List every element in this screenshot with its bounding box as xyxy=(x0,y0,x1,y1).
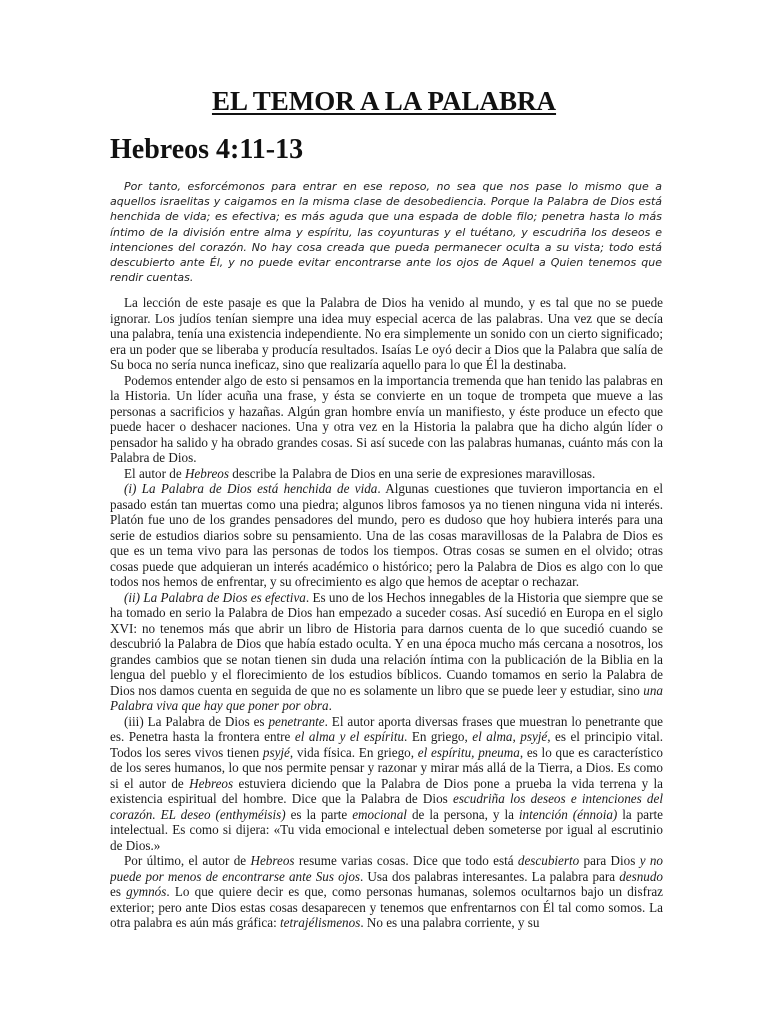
body-paragraph xyxy=(110,481,663,590)
italic-text: Hebreos xyxy=(250,853,295,868)
text-run: , vida física. En griego, xyxy=(289,744,418,760)
italic-text: el alma y el espíritu xyxy=(294,729,405,744)
italic-text: desnudo xyxy=(619,868,663,884)
body-paragraph xyxy=(110,714,663,854)
text-run: . Usa dos palabras interesantes. La palabra para xyxy=(360,868,620,884)
text-run: describe la Palabra de Dios en una serie de expresiones maravillosas. xyxy=(228,465,596,481)
scripture-quote: Por tanto, esforcémonos para entrar en ese reposo, no sea que nos pase lo mismo que a aquellos israelitas y caigamos en la misma clase de desobediencia. Porque la Palabra de Dios está henchida de vida; es efectiva; es más aguda que una espada de doble filo; penetra hasta lo más íntimo de la división entre alma y espíritu, las coyunturas y el tuétano, y escudriña los deseos e intenciones del corazón. No hay cosa creada que pueda permanecer oculta a su vista; todo está descubierto ante Él, y no puede evitar encontrarse ante los ojos de Aquel a Quien tenemos que rendir cuentas. xyxy=(110,180,662,285)
body-paragraph xyxy=(110,590,663,714)
text-run: resume varias cosas. Dice que todo está xyxy=(294,853,518,868)
page-title: EL TEMOR A LA PALABRA xyxy=(211,86,557,116)
body-text xyxy=(110,295,663,1024)
body-paragraph xyxy=(110,853,663,931)
text-run: Podemos entender algo de esto si pensamos en la importancia tremenda que han tenido las palabras en la Historia. Un líder acuña una frase, y ésta se convierte en un toque de trompeta que mueve a las personas a sacrificios y hazañas. Algún gran hombre envía un manifiesto, y éste produce un efecto que puede hacer o deshacer naciones. Una y otra vez en la Historia la palabra que ha dicho algún líder o pensador ha salido y ha obrado grandes cosas. Si así sucede con las palabras humanas, cuánto más con la Palabra de Dios. xyxy=(110,372,663,465)
italic-text: (i) La Palabra de Dios está henchida de vida xyxy=(124,481,378,496)
italic-text: escudriña los deseos e intenciones del corazón. EL deseo (enthyméisis) xyxy=(110,791,663,822)
text-run: . xyxy=(328,698,332,713)
text-run: para Dios xyxy=(579,853,640,868)
text-run: . No es una palabra corriente, y su xyxy=(360,915,540,930)
italic-text: Hebreos xyxy=(189,775,234,791)
italic-text: emocional xyxy=(352,806,407,822)
text-run: . Lo que quiere decir es que, como personas humanas, solemos ocultarnos bajo un disfraz exterior; pero ante Dios estas cosas desaparecen y tenemos que enfrentarnos con Él tal como somos. La otra palabra es aún más gráfica: xyxy=(110,884,663,930)
text-run: . Es uno de los Hechos innegables de la Historia que siempre que se ha tomado en serio la Palabra de Dios han empezado a suceder cosas. Así sucedió en Europa en el siglo XVI: no tenemos más que abrir un libro de Historia para darnos cuenta de lo que sucedió cuando se descubrió la Palabra de Dios que había estado oculta. Y en una época mucho más cercana a nosotros, los grandes cambios que se notan tienen sin duda una relación íntima con la publicación de la Biblia en la lengua del pueblo y el florecimiento de los estudios bíblicos. Cuando tomamos en serio la Palabra de Dios nos damos cuenta en seguida de que no es solamente un libro que se puede leer y estudiar, sino xyxy=(110,589,663,698)
body-paragraph xyxy=(110,373,663,466)
italic-text: psyjé xyxy=(262,744,290,760)
text-run: Por último, el autor de xyxy=(124,853,251,868)
text-run: , es lo que es característico de los seres humanos, lo que nos permite pensar y razonar y mirar más allá de la Tierra, a Dios. Es como si el autor de xyxy=(110,744,663,791)
italic-text: intención (énnoia) xyxy=(518,806,618,822)
text-run: de la persona, y la xyxy=(406,806,519,822)
italic-text: Hebreos xyxy=(184,465,229,481)
text-run: estuviera diciendo que la Palabra de Dios pone a prueba la vida terrena y la existencia espiritual del hombre. Dice que la Palabra de Dios xyxy=(110,775,663,806)
italic-text: y no puede por menos de encontrarse ante Sus ojos xyxy=(110,853,663,884)
text-run: . El autor aporta diversas frases que muestran lo penetrante que es. Penetra hasta la frontera entre xyxy=(110,713,663,744)
body-paragraph xyxy=(110,295,663,373)
italic-text: gymnós xyxy=(126,884,167,899)
italic-text: el alma, psyjé xyxy=(472,729,548,744)
italic-text: penetrante xyxy=(268,713,325,729)
text-run: es la parte xyxy=(285,806,353,822)
text-run: . En griego, xyxy=(404,729,473,744)
text-run: El autor de xyxy=(124,465,185,481)
body-paragraph xyxy=(110,466,663,482)
text-run: , es el principio vital. Todos los seres vivos tienen xyxy=(110,729,663,760)
italic-text: una Palabra viva que hay que poner por obra xyxy=(110,682,663,713)
italic-text: el espíritu, pneuma xyxy=(417,744,520,760)
italic-text: descubierto xyxy=(517,853,580,868)
text-run: (iii) La Palabra de Dios es xyxy=(124,713,269,729)
text-run: es xyxy=(110,884,127,899)
text-run: La lección de este pasaje es que la Palabra de Dios ha venido al mundo, y es tal que no se puede ignorar. Los judíos tenían siempre una idea muy especial acerca de las palabras. Una vez que se decía una palabra, tenía una existencia independiente. No era simplemente un sonido con un cierto significado; era un poder que se liberaba y producía resultados. Isaías Le oyó decir a Dios que la Palabra que salía de Su boca no sería nunca ineficaz, sino que realizaría aquello para lo que Él la destinaba. xyxy=(110,295,663,372)
italic-text: tetrajélismenos xyxy=(280,915,361,930)
text-run: la parte intelectual. Es como si dijera: «Tu vida emocional e intelectual deben someterse por igual al escrutinio de Dios.» xyxy=(110,806,663,853)
scripture-reference: Hebreos 4:11-13 xyxy=(110,134,304,165)
text-run: . Algunas cuestiones que tuvieron importancia en el pasado están tan muertas como una piedra; algunos libros famosos ya no tienen ninguna vida ni interés. Platón fue uno de los grandes pensadores del mundo, pero es dudoso que hoy hubiera interés para una serie de estudios diarios sobre su pensamiento. Una de las cosas maravillosas de la Palabra de Dios es que es un tema vivo para las personas de todos los tiempos. Otras cosas se sumen en el olvido; otras cosas puede que adquieran un interés académico o histórico; pero la Palabra de Dios es algo con lo que todos nos hemos de enfrentar, y su ofrecimiento es algo que hemos de aceptar o rechazar. xyxy=(110,481,663,589)
italic-text: (ii) La Palabra de Dios es efectiva xyxy=(124,589,306,605)
